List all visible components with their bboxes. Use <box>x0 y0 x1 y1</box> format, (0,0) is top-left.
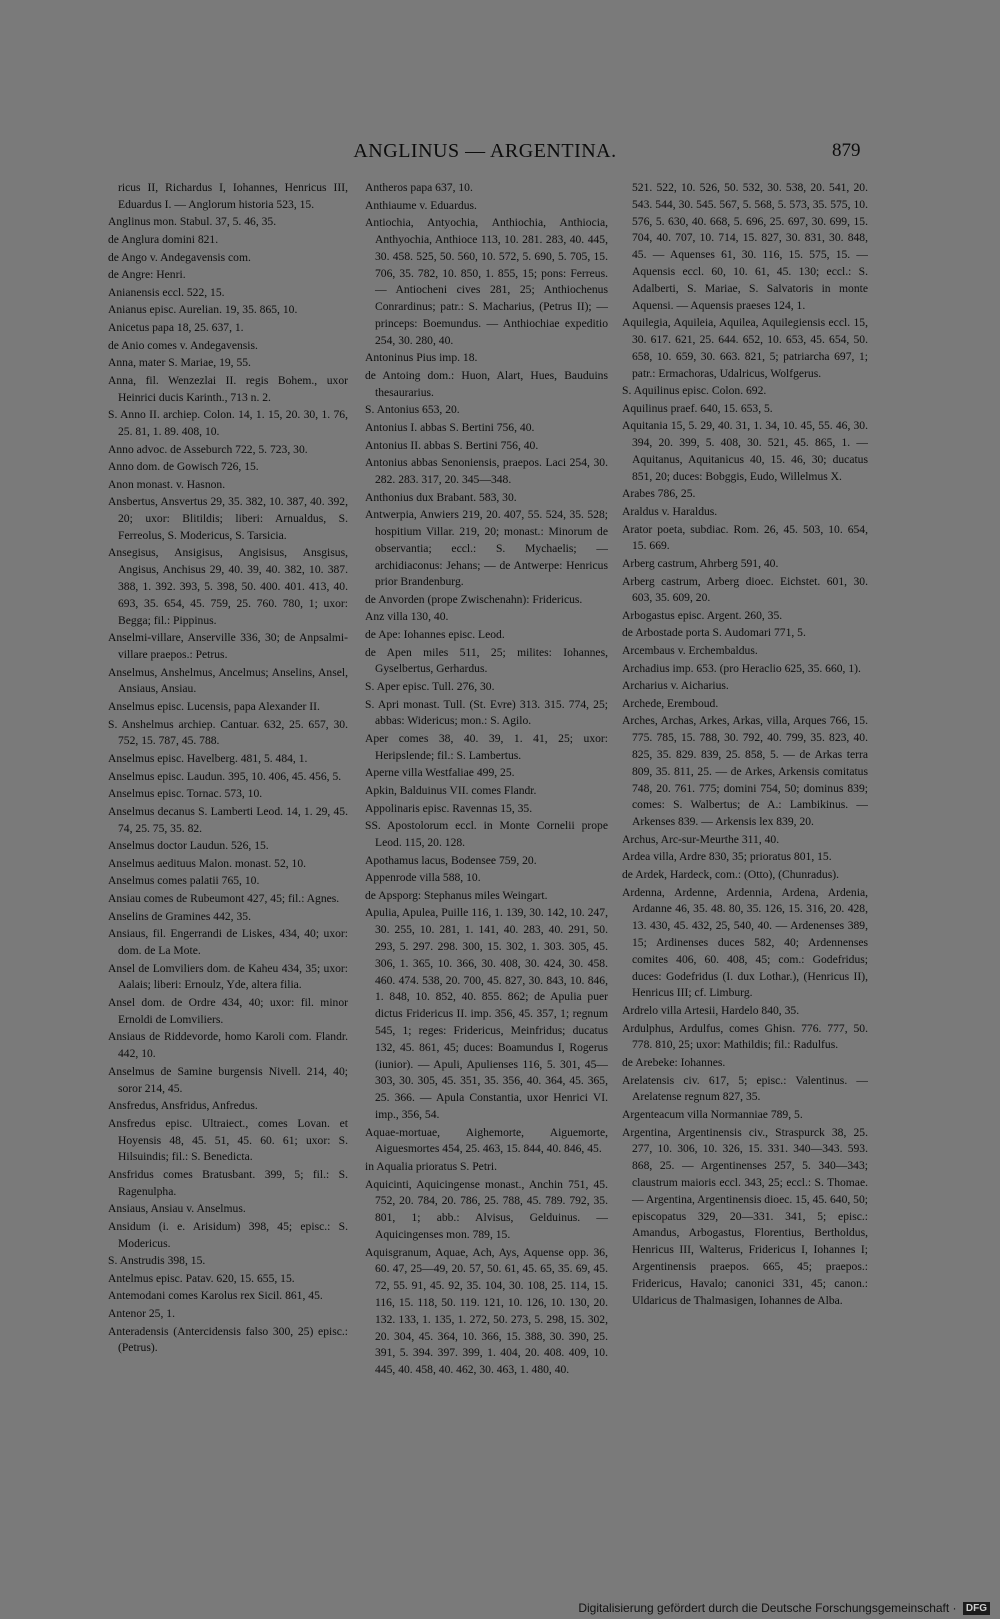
index-entry: Archarius v. Aicharius. <box>622 679 729 693</box>
index-entry: Ansel dom. de Ordre 434, 40; uxor: fil. minor Ernoldi de Lomviliers. <box>108 995 348 1026</box>
index-column-right <box>622 180 868 1580</box>
index-entry: Antheros papa 637, 10. <box>365 181 473 194</box>
index-entry: Anselmus comes palatii 765, 10. <box>108 874 260 888</box>
index-entry: Anglinus mon. Stabul. 37, 5. 46, 35. <box>108 215 277 229</box>
index-entry: Anianensis eccl. 522, 15. <box>108 285 225 299</box>
index-entry: Antonius abbas Senoniensis, praepos. Laci 254, 30. 282. 283. 317, 20. 345—348. <box>365 456 608 486</box>
index-entry: S. Antonius 653, 20. <box>365 403 460 417</box>
index-entry: Apulia, Apulea, Puille 116, 1. 139, 30. 142, 10. 247, 30. 255, 10. 281, 1. 141, 40. 283, 40. 291, 50. 293, 5. 297. 298. 300, 15. 302, 1. 303. 305, 45. 306, 1. 365, 10. 366, 30. 408, 30. 424, 30. 458. 460. 474. 538, 20. 700, 45. 827, 30. 843, 10. 846, 1. 848, 10. 852, 40. 855. 862; de Apulia puer dictus Fridericus II. imp. 356, 45. 357, 1; regnum 545, 1; reges: Fridericus, Meinfridus; ducatus 132, 45. 861, 45; duces: Boamundus I, Rogerus (iunior). — Apuli, Apulienses 116, 5. 301, 45—303, 30. 305, 45. 351, 35. 356, 40. 364, 45. 365, 25. 366. — Apula Constantia, uxor Henrici VI. imp., 356, 54. <box>365 906 608 1121</box>
index-entry: Aquilinus praef. 640, 15. 653, 5. <box>622 401 773 415</box>
index-entry: Anno advoc. de Asseburch 722, 5. 723, 30. <box>108 442 308 456</box>
index-entry: Anselmus episc. Laudun. 395, 10. 406, 45. 456, 5. <box>108 769 342 783</box>
index-entry: S. Apri monast. Tull. (St. Evre) 313. 315. 774, 25; abbas: Widericus; mon.: S. Agilo. <box>365 697 608 728</box>
index-entry: Ansiaus de Riddevorde, homo Karoli com. Flandr. 442, 10. <box>108 1030 348 1061</box>
index-entry: Arcembaus v. Erchembaldus. <box>622 644 758 658</box>
index-entry: Aquae-mortuae, Aighemorte, Aiguemorte, Aiguesmortes 454, 25. 463, 15. 844, 40. 846, 45. <box>365 1125 608 1156</box>
index-entry: S. Anshelmus archiep. Cantuar. 632, 25. 657, 30. 752, 15. 787, 45. 788. <box>108 717 348 748</box>
index-entry: Anselmus de Samine burgensis Nivell. 214, 40; soror 214, 45. <box>108 1064 348 1095</box>
index-entry: Arberg castrum, Arberg dioec. Eichstet. 601, 30. 603, 35. 609, 20. <box>622 574 868 605</box>
index-entry: Araldus v. Haraldus. <box>622 504 718 518</box>
index-entry: Archadius imp. 653. (pro Heraclio 625, 35. 660, 1). <box>622 661 861 675</box>
index-entry: de Ango v. Andegavensis com. <box>108 250 251 264</box>
index-entry: Anselins de Gramines 442, 35. <box>108 909 251 923</box>
index-entry: Anno dom. de Gowisch 726, 15. <box>108 460 259 474</box>
index-entry: Ardulphus, Ardulfus, comes Ghisn. 776. 777, 50. 778. 810, 25; uxor: Mathildis; fil.: Radulfus. <box>622 1021 868 1052</box>
index-entry: Appolinaris episc. Ravennas 15, 35. <box>365 801 533 815</box>
index-entry: de Apen miles 511, 25; milites: Iohannes, Gyselbertus, Gerhardus. <box>365 645 608 676</box>
index-entry: Anselmus decanus S. Lamberti Leod. 14, 1. 29, 45. 74, 25. 75, 35. 82. <box>108 804 348 835</box>
index-entry: Arbogastus episc. Argent. 260, 35. <box>622 608 783 622</box>
index-entry: Ansfredus, Ansfridus, Anfredus. <box>108 1099 258 1113</box>
index-entry: Antenor 25, 1. <box>108 1307 175 1321</box>
index-entry: Anianus episc. Aurelian. 19, 35. 865, 10. <box>108 303 298 317</box>
index-entry: Antemodani comes Karolus rex Sicil. 861, 45. <box>108 1289 323 1303</box>
index-entry: Anselmi-villare, Anserville 336, 30; de Anpsalmi-villare praepos.: Petrus. <box>108 631 348 662</box>
index-entry: Anon monast. v. Hasnon. <box>108 477 226 491</box>
dfg-logo: DFG <box>963 1602 990 1615</box>
digitization-credit <box>578 1601 990 1615</box>
index-entry: Arches, Archas, Arkes, Arkas, villa, Arques 766, 15. 775. 785, 15. 788, 30. 792, 40. 799, 35. 823, 40. 825, 35. 829. 839, 25. 858, 5. — de Arkas terra 809, 35. 811, 25. — de Arkes, Arkensis comitatus 748, 20. 761. 775; domini 754, 50; dominus 839; comes: S. Walbertus; de A.: Lambikinus. — Arkenses 839. — Arkensis lex 839, 20. <box>622 714 868 829</box>
index-entry: Apkin, Balduinus VII. comes Flandr. <box>365 784 537 798</box>
index-entry: Anselmus episc. Lucensis, papa Alexander II. <box>108 700 320 714</box>
index-entry: Antelmus episc. Patav. 620, 15. 655, 15. <box>108 1271 295 1285</box>
index-entry: Anselmus episc. Havelberg. 481, 5. 484, 1. <box>108 752 308 766</box>
index-entry: de Antoing dom.: Huon, Alart, Hues, Bauduins thesaurarius. <box>365 368 608 399</box>
index-entry: de Anglura domini 821. <box>108 232 219 246</box>
index-entry: Antonius II. abbas S. Bertini 756, 40. <box>365 438 539 452</box>
index-entry: ricus II, Richardus I, Iohannes, Henricus III, Eduardus I. — Anglorum historia 523, 15. <box>118 181 348 211</box>
index-entry: Aquilegia, Aquileia, Aquilea, Aquilegiensis eccl. 15, 30. 617. 621, 25. 644. 652, 10. 653, 45. 654, 50. 658, 10. 659, 30. 663. 821, 5; patriarcha 697, 1; patr.: Ermachoras, Udalricus, Wolfgerus. <box>622 316 868 380</box>
index-entry: Ansiaus, fil. Engerrandi de Liskes, 434, 40; uxor: dom. de La Mote. <box>108 927 348 957</box>
index-entry: Anselmus doctor Laudun. 526, 15. <box>108 839 269 853</box>
index-entry: Ansbertus, Ansvertus 29, 35. 382, 10. 387, 40. 392, 20; uxor: Blitildis; liberi: Arnualdus, S. Ferreolus, S. Modericus, S. Tarsicia. <box>108 495 348 542</box>
index-column-middle <box>365 180 608 1580</box>
index-entry: Anteradensis (Antercidensis falso 300, 25) episc.: (Petrus). <box>108 1324 348 1355</box>
index-entry: Appenrode villa 588, 10. <box>365 871 481 885</box>
index-entry: Anthiaume v. Eduardus. <box>365 198 477 212</box>
index-entry: Anselmus aedituus Malon. monast. 52, 10. <box>108 856 307 870</box>
index-entry: Ansfridus comes Bratusbant. 399, 5; fil.: S. Ragenulpha. <box>108 1167 348 1198</box>
index-entry: Ardrelo villa Artesii, Hardelo 840, 35. <box>622 1003 800 1017</box>
index-entry: Apothamus lacus, Bodensee 759, 20. <box>365 853 537 867</box>
index-entry: Antoninus Pius imp. 18. <box>365 351 478 365</box>
index-entry: Archus, Arc-sur-Meurthe 311, 40. <box>622 832 780 846</box>
index-entry: Aper comes 38, 40. 39, 1. 41, 25; uxor: Heripslende; fil.: S. Lambertus. <box>365 732 608 762</box>
index-entry: de Anvorden (prope Zwischenahn): Fridericus. <box>365 592 583 606</box>
index-entry: Antonius I. abbas S. Bertini 756, 40. <box>365 420 535 434</box>
page-number: 879 <box>832 140 861 161</box>
index-entry: de Arbostade porta S. Audomari 771, 5. <box>622 626 806 640</box>
index-entry: Arator poeta, subdiac. Rom. 26, 45. 503, 10. 654, 15. 669. <box>622 522 868 553</box>
index-entry: de Ape: Iohannes episc. Leod. <box>365 628 505 642</box>
index-entry: Anselmus episc. Tornac. 573, 10. <box>108 787 263 801</box>
index-entry: de Anio comes v. Andegavensis. <box>108 338 258 352</box>
index-entry: Antwerpia, Anwiers 219, 20. 407, 55. 524, 35. 528; hospitium Villar. 219, 20; monast.: Minorum de observantia; eccl.: S. Mychaelis; — archidiaconus: Jehans; — de Antwerpe: Henricus prior Brandenburg. <box>365 508 608 589</box>
index-entry: Anna, mater S. Mariae, 19, 55. <box>108 356 251 370</box>
index-entry: Argenteacum villa Normanniae 789, 5. <box>622 1107 803 1121</box>
index-entry: Aperne villa Westfaliae 499, 25. <box>365 766 515 780</box>
index-entry: Ansegisus, Ansigisus, Angisisus, Ansgisus, Angisus, Anchisus 29, 40. 39, 40. 382, 10. 387. 388, 1. 392. 393, 5. 398, 50. 400. 401. 413, 40. 693, 35. 654, 45. 759, 25. 760. 780, 1; uxor: Begga; fil.: Pippinus. <box>108 546 348 627</box>
index-entry: Anselmus, Anshelmus, Ancelmus; Anselins, Ansel, Ansiaus, Ansiau. <box>108 665 348 696</box>
index-entry: Anicetus papa 18, 25. 637, 1. <box>108 320 244 334</box>
index-entry: Aquicinti, Aquicingense monast., Anchin 751, 45. 752, 20. 784, 20. 786, 25. 788, 45. 789. 792, 35. 801, 1; abb.: Alvisus, Gelduinus. — Aquicingenses mon. 789, 15. <box>365 1177 608 1241</box>
index-entry: Ansiau comes de Rubeumont 427, 45; fil.: Agnes. <box>108 891 340 905</box>
index-entry: S. Aper episc. Tull. 276, 30. <box>365 680 495 694</box>
index-entry: Anz villa 130, 40. <box>365 610 449 624</box>
index-entry: S. Aquilinus episc. Colon. 692. <box>622 384 767 398</box>
index-entry: Arberg castrum, Ahrberg 591, 40. <box>622 556 779 570</box>
index-entry: de Ardek, Hardeck, com.: (Otto), (Chunradus). <box>622 868 839 882</box>
index-entry: Ansfredus episc. Ultraiect., comes Lovan. et Hoyensis 48, 45. 51, 45. 60. 61; uxor: S. Hilsuindis; fil.: S. Benedicta. <box>108 1116 348 1164</box>
index-entry: Ardea villa, Ardre 830, 35; prioratus 801, 15. <box>622 850 832 864</box>
index-entry: de Apsporg: Stephanus miles Weingart. <box>365 888 548 902</box>
index-entry: Arelatensis civ. 617, 5; episc.: Valentinus. — Arelatense regnum 827, 35. <box>622 1073 868 1104</box>
index-entry: SS. Apostolorum eccl. in Monte Cornelii prope Leod. 115, 20. 128. <box>365 819 608 850</box>
index-entry: Ansel de Lomviliers dom. de Kaheu 434, 35; uxor: Aalais; liberi: Ernoulz, Yde, altera filia. <box>108 961 348 992</box>
index-entry: Argentina, Argentinensis civ., Straspurck 38, 25. 277, 10. 306, 10. 326, 15. 331. 340—343. 593. 868, 25. — Argentinenses 257, 5. 340—343; claustrum maioris eccl. 343, 25; eccl.: S. Thomae. — Argentina, Argentinensis dioec. 15, 45. 640, 50; episcopatus 329, 20—331. 341, 5; episc.: Amandus, Arbogastus, Florentius, Bertholdus, Henricus III, Walterus, Fridericus I, Iohannes I; Argentinensis praepos. 665, 45; praepos.: Fridericus, Havalo; canonici 331, 45; canon.: Uldaricus de Thalmasigen, Iohannes de Alba. <box>622 1125 868 1307</box>
credit-text: Digitalisierung gefördert durch die Deutsche Forschungsgemeinschaft · <box>578 1600 957 1615</box>
index-entry: Archede, Eremboud. <box>622 696 719 710</box>
index-entry: S. Anstrudis 398, 15. <box>108 1254 206 1268</box>
index-entry: Anthonius dux Brabant. 583, 30. <box>365 490 517 504</box>
index-entry: de Arebeke: Iohannes. <box>622 1055 726 1069</box>
index-entry: Aquisgranum, Aquae, Ach, Ays, Aquense opp. 36, 60. 47, 25—49, 20. 57, 50. 61, 45. 65, 35. 69, 45. 72, 55. 91, 45. 92, 35. 104, 30. 108, 25. 114, 15. 116, 15. 118, 50. 119. 121, 10. 126, 10. 130, 20. 132. 133, 1. 135, 1. 272, 50. 273, 5. 298, 15. 302, 20. 304, 45. 364, 10. 366, 15. 388, 30. 390, 25. 391, 5. 394. 397. 399, 1. 404, 20. 408. 409, 10. 445, 40. 458, 40. 462, 30. 463, 1. 480, 40. <box>365 1245 608 1377</box>
index-column-left <box>108 180 348 1580</box>
index-entry: in Aqualia prioratus S. Petri. <box>365 1159 498 1173</box>
index-entry: Aquitania 15, 5. 29, 40. 31, 1. 34, 10. 45, 55. 46, 30. 394, 20. 399, 5. 408, 30. 521, 45. 865, 1. — Aquitanus, Aquitanicus 40, 15. 46, 30; ducatus 851, 20; duces: Bobggis, Eudo, Willelmus X. <box>622 419 868 483</box>
index-entry: Arabes 786, 25. <box>622 487 696 501</box>
index-entry: S. Anno II. archiep. Colon. 14, 1. 15, 20. 30, 1. 76, 25. 81, 1. 89. 408, 10. <box>108 408 348 438</box>
running-head: ANGLINUS — ARGENTINA. <box>353 140 617 162</box>
index-entry: 521. 522, 10. 526, 50. 532, 30. 538, 20. 541, 20. 543. 544, 30. 545. 567, 5. 568, 5. 573, 35. 575, 10. 576, 5. 630, 40. 668, 5. 696, 25. 697, 30. 699, 15. 704, 40. 707, 10. 714, 15. 827, 30. 831, 30. 848, 45. — Aquenses 61, 30. 116, 15. 575, 15. — Aquensis eccl. 60, 10. 61, 45. 130; eccl.: S. Adalberti, S. Mariae, S. Salvatoris in monte Aquensi. — Aquensis praeses 124, 1. <box>632 181 868 312</box>
index-entry: de Angre: Henri. <box>108 268 186 282</box>
index-entry: Ansidum (i. e. Arisidum) 398, 45; episc.: S. Modericus. <box>108 1219 348 1250</box>
index-entry: Ansiaus, Ansiau v. Anselmus. <box>108 1202 246 1216</box>
index-entry: Ardenna, Ardenne, Ardennia, Ardena, Ardenia, Ardanne 46, 35. 48. 80, 35. 126, 15. 316, 20. 428, 13. 430, 45. 432, 25, 540, 40. — Ardenenses 389, 15; Ardinenses duces 582, 40; Ardennenses comites 406, 60. 408, 45; com.: Godefridus; duces: Godefridus (I. dux Lothar.), (Henricus II), Henricus III; cf. Limburg. <box>622 885 868 1000</box>
index-entry: Anna, fil. Wenzezlai II. regis Bohem., uxor Heinrici ducis Karinth., 713 n. 2. <box>108 373 348 404</box>
index-entry: Antiochia, Antyochia, Anthiochia, Anthiocia, Anthyochia, Anthioce 113, 10. 281. 283, 40. 445, 30. 458. 525, 50. 560, 10. 572, 5. 690, 5. 705, 15. 706, 35. 782, 10. 850, 1. 855, 15; pons: Ferreus. — Antiocheni cives 281, 25; Anthiochenus Conrardinus; patr.: S. Macharius, (Petrus II); — princeps: Boemundus. — Anthiochiae expeditio 254, 30. 280, 40. <box>365 216 608 347</box>
